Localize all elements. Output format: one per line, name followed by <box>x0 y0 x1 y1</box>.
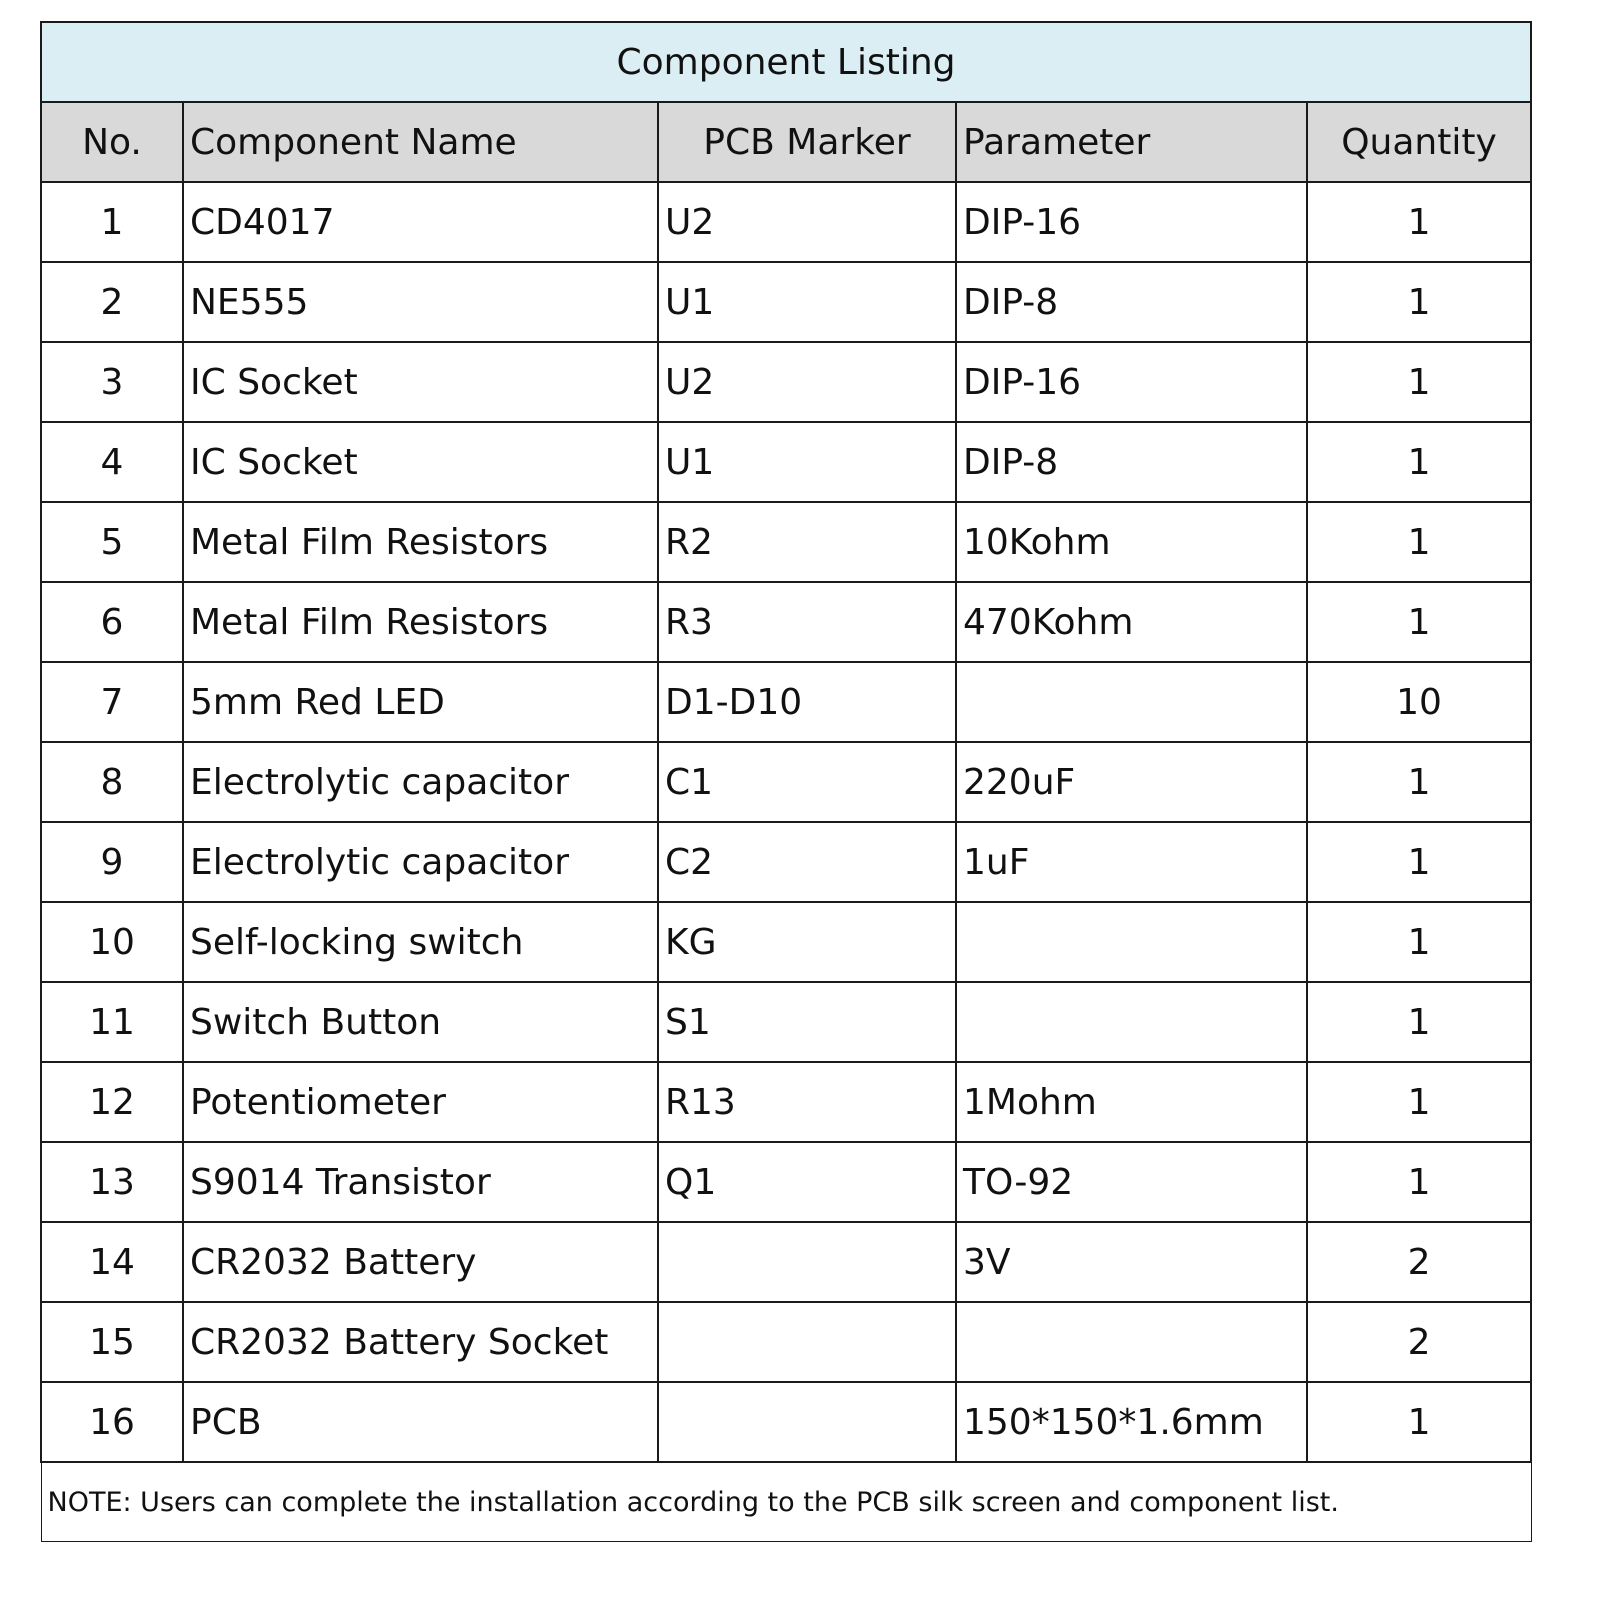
cell-component-name: PCB <box>183 1382 658 1462</box>
table-row <box>41 662 1531 742</box>
title-row <box>41 22 1531 102</box>
cell-quantity: 1 <box>1307 262 1531 342</box>
header-row <box>41 102 1531 182</box>
table-row <box>41 1302 1531 1382</box>
cell-pcb-marker: U2 <box>658 182 956 262</box>
cell-parameter: DIP-8 <box>956 262 1307 342</box>
cell-parameter: 150*150*1.6mm <box>956 1382 1307 1462</box>
cell-component-name: IC Socket <box>183 422 658 502</box>
table-row <box>41 262 1531 342</box>
cell-component-name: CD4017 <box>183 182 658 262</box>
cell-component-name: CR2032 Battery Socket <box>183 1302 658 1382</box>
cell-pcb-marker <box>658 1382 956 1462</box>
cell-parameter <box>956 902 1307 982</box>
cell-no: 13 <box>41 1142 183 1222</box>
table-row <box>41 182 1531 262</box>
cell-parameter <box>956 982 1307 1062</box>
cell-quantity: 1 <box>1307 1062 1531 1142</box>
cell-parameter: 10Kohm <box>956 502 1307 582</box>
cell-parameter: DIP-16 <box>956 182 1307 262</box>
cell-parameter: 470Kohm <box>956 582 1307 662</box>
cell-no: 14 <box>41 1222 183 1302</box>
column-header-parameter: Parameter <box>956 102 1307 182</box>
cell-quantity: 1 <box>1307 822 1531 902</box>
table-row <box>41 502 1531 582</box>
cell-no: 9 <box>41 822 183 902</box>
cell-no: 10 <box>41 902 183 982</box>
cell-component-name: Metal Film Resistors <box>183 582 658 662</box>
cell-quantity: 1 <box>1307 742 1531 822</box>
installation-note: NOTE: Users can complete the installation according to the PCB silk screen and component list. <box>41 1462 1531 1542</box>
cell-pcb-marker: D1-D10 <box>658 662 956 742</box>
cell-no: 7 <box>41 662 183 742</box>
cell-pcb-marker: R13 <box>658 1062 956 1142</box>
cell-quantity: 1 <box>1307 582 1531 662</box>
cell-quantity: 1 <box>1307 982 1531 1062</box>
table-row <box>41 1142 1531 1222</box>
cell-component-name: 5mm Red LED <box>183 662 658 742</box>
table-row <box>41 582 1531 662</box>
cell-parameter: TO-92 <box>956 1142 1307 1222</box>
cell-no: 12 <box>41 1062 183 1142</box>
table-row <box>41 342 1531 422</box>
cell-parameter: DIP-8 <box>956 422 1307 502</box>
table-row <box>41 982 1531 1062</box>
cell-pcb-marker: C2 <box>658 822 956 902</box>
table-row <box>41 822 1531 902</box>
cell-quantity: 1 <box>1307 1382 1531 1462</box>
component-listing-sheet <box>40 21 1530 1547</box>
cell-quantity: 1 <box>1307 342 1531 422</box>
table-body <box>41 182 1531 1462</box>
cell-pcb-marker: R2 <box>658 502 956 582</box>
column-header-no: No. <box>41 102 183 182</box>
cell-parameter: 220uF <box>956 742 1307 822</box>
cell-no: 16 <box>41 1382 183 1462</box>
cell-component-name: Electrolytic capacitor <box>183 822 658 902</box>
cell-quantity: 1 <box>1307 422 1531 502</box>
cell-quantity: 2 <box>1307 1222 1531 1302</box>
cell-pcb-marker: U1 <box>658 422 956 502</box>
table-row <box>41 1062 1531 1142</box>
cell-no: 2 <box>41 262 183 342</box>
cell-no: 5 <box>41 502 183 582</box>
cell-quantity: 1 <box>1307 1142 1531 1222</box>
cell-pcb-marker: S1 <box>658 982 956 1062</box>
cell-pcb-marker <box>658 1302 956 1382</box>
cell-parameter <box>956 1302 1307 1382</box>
cell-component-name: NE555 <box>183 262 658 342</box>
cell-pcb-marker: R3 <box>658 582 956 662</box>
cell-pcb-marker: C1 <box>658 742 956 822</box>
cell-no: 15 <box>41 1302 183 1382</box>
cell-parameter: DIP-16 <box>956 342 1307 422</box>
cell-component-name: Metal Film Resistors <box>183 502 658 582</box>
cell-component-name: Switch Button <box>183 982 658 1062</box>
cell-pcb-marker: U2 <box>658 342 956 422</box>
cell-component-name: Potentiometer <box>183 1062 658 1142</box>
table-row <box>41 1382 1531 1462</box>
cell-component-name: Self-locking switch <box>183 902 658 982</box>
cell-component-name: CR2032 Battery <box>183 1222 658 1302</box>
column-header-quantity: Quantity <box>1307 102 1531 182</box>
cell-component-name: Electrolytic capacitor <box>183 742 658 822</box>
cell-pcb-marker <box>658 1222 956 1302</box>
column-header-component-name: Component Name <box>183 102 658 182</box>
table-row <box>41 742 1531 822</box>
cell-pcb-marker: KG <box>658 902 956 982</box>
component-table <box>40 21 1532 1542</box>
cell-parameter: 1uF <box>956 822 1307 902</box>
table-row <box>41 1222 1531 1302</box>
cell-no: 3 <box>41 342 183 422</box>
cell-pcb-marker: U1 <box>658 262 956 342</box>
cell-parameter: 1Mohm <box>956 1062 1307 1142</box>
column-header-pcb-marker: PCB Marker <box>658 102 956 182</box>
note-row <box>41 1462 1531 1542</box>
cell-quantity: 2 <box>1307 1302 1531 1382</box>
cell-parameter <box>956 662 1307 742</box>
table-title: Component Listing <box>41 22 1531 102</box>
cell-no: 4 <box>41 422 183 502</box>
cell-component-name: IC Socket <box>183 342 658 422</box>
cell-no: 8 <box>41 742 183 822</box>
cell-component-name: S9014 Transistor <box>183 1142 658 1222</box>
cell-quantity: 10 <box>1307 662 1531 742</box>
cell-quantity: 1 <box>1307 902 1531 982</box>
table-row <box>41 902 1531 982</box>
cell-no: 11 <box>41 982 183 1062</box>
cell-pcb-marker: Q1 <box>658 1142 956 1222</box>
cell-quantity: 1 <box>1307 182 1531 262</box>
table-row <box>41 422 1531 502</box>
cell-parameter: 3V <box>956 1222 1307 1302</box>
cell-no: 1 <box>41 182 183 262</box>
cell-quantity: 1 <box>1307 502 1531 582</box>
cell-no: 6 <box>41 582 183 662</box>
